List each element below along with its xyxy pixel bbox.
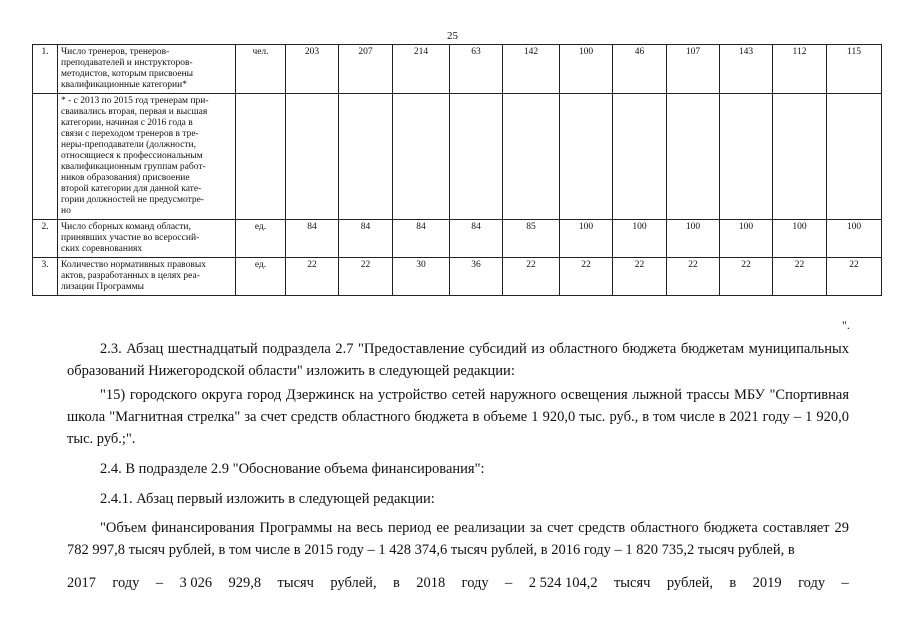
paragraph-2-3: 2.3. Абзац шестнадцатый подраздела 2.7 "Предоставление субсидий из областного бюджета бюджетам муниципальных образований Нижегородской области" изложить в следующей редакции:: [67, 341, 849, 379]
indicator-name-line: но: [61, 206, 71, 216]
closing-quote: ".: [842, 318, 850, 332]
value-cell: 100: [613, 220, 667, 258]
indicator-name: [58, 258, 236, 296]
value-cell: 22: [720, 258, 773, 296]
value-cell: 84: [339, 220, 393, 258]
word: тысяч: [277, 575, 314, 591]
value-cell: 46: [613, 45, 667, 94]
value-cell: 100: [560, 45, 613, 94]
indicator-name-line: категории, начиная с 2016 года в: [61, 118, 193, 128]
indicator-name-line: квалификационные категории*: [61, 80, 187, 90]
value-cell: [393, 94, 450, 220]
indicator-name-line: сваивались вторая, первая и высшая: [61, 107, 208, 117]
indicator-name-line: принявших участие во всероссий-: [61, 233, 200, 243]
value-cell: 203: [286, 45, 339, 94]
indicator-name-line: ских соревнованиях: [61, 244, 143, 254]
paragraph-2-4: 2.4. В подразделе 2.9 "Обоснование объема финансирования":: [100, 461, 485, 477]
word: 929,8: [228, 575, 262, 591]
value-cell: [773, 94, 827, 220]
word: в: [729, 575, 737, 591]
indicator-name-line: Число сборных команд области,: [61, 222, 191, 232]
row-number: 1.: [33, 45, 58, 94]
indicator-name-line: второй категории для данной кате-: [61, 184, 202, 194]
value-cell: 63: [450, 45, 503, 94]
word: 2019: [752, 575, 782, 591]
value-cell: [286, 94, 339, 220]
word: в: [392, 575, 400, 591]
paragraph-financing: "Объем финансирования Программы на весь период ее реализации за счет средств областного бюджета составляет 29 782 997,8 тысяч рублей, в том числе в 2015 году – 1 428 374,6 тысяч рублей, в 2016 году – 1 820 735,2 тысяч рублей, в: [67, 520, 849, 558]
value-cell: [503, 94, 560, 220]
indicator-name-line: неры-преподаватели (должности,: [61, 140, 196, 150]
word: рублей,: [666, 575, 714, 591]
value-cell: [720, 94, 773, 220]
row-number: 2.: [33, 220, 58, 258]
unit-cell: ед.: [236, 258, 286, 296]
word: году: [112, 575, 140, 591]
value-cell: 100: [720, 220, 773, 258]
value-cell: 22: [560, 258, 613, 296]
value-cell: 214: [393, 45, 450, 94]
value-cell: 143: [720, 45, 773, 94]
word: –: [155, 575, 164, 591]
indicator-name-line: Количество нормативных правовых: [61, 260, 206, 270]
indicator-name-line: связи с переходом тренеров в тре-: [61, 129, 199, 139]
indicators-table: [32, 44, 882, 296]
value-cell: 142: [503, 45, 560, 94]
unit-cell: чел.: [236, 45, 286, 94]
value-cell: 100: [560, 220, 613, 258]
value-cell: 112: [773, 45, 827, 94]
page-number: 25: [447, 30, 458, 42]
word: году: [798, 575, 826, 591]
table-row: [33, 45, 882, 94]
value-cell: 100: [827, 220, 882, 258]
value-cell: 207: [339, 45, 393, 94]
table-row: [33, 94, 882, 220]
indicator-name-line: лизации Программы: [61, 282, 145, 292]
paragraph-15: "15) городского округа город Дзержинск на устройство сетей наружного освещения лыжной трассы МБУ "Спортивная школа "Магнитная стрелка" за счет средств областного бюджета в объеме 1 920,0 тыс. руб., в том числе в 2021 году – 1 920,0 тыс. руб.;".: [67, 387, 849, 447]
value-cell: [613, 94, 667, 220]
indicator-name-line: ников образования) присвоение: [61, 173, 190, 183]
table-row: [33, 258, 882, 296]
word: 3 026: [179, 575, 213, 591]
word: –: [841, 575, 849, 591]
value-cell: 115: [827, 45, 882, 94]
value-cell: [560, 94, 613, 220]
indicator-name-line: гории должностей не предусмотре-: [61, 195, 205, 205]
indicator-name-line: * - с 2013 по 2015 год тренерам при-: [61, 96, 209, 106]
value-cell: 36: [450, 258, 503, 296]
row-number: 3.: [33, 258, 58, 296]
word: 2 524 104,2: [528, 575, 598, 591]
value-cell: 100: [773, 220, 827, 258]
word: тысяч: [613, 575, 651, 591]
row-number: [33, 94, 58, 220]
value-cell: [667, 94, 720, 220]
word: рублей,: [330, 575, 377, 591]
value-cell: 22: [773, 258, 827, 296]
value-cell: [339, 94, 393, 220]
value-cell: 30: [393, 258, 450, 296]
value-cell: 100: [667, 220, 720, 258]
paragraph-financing-continued: [67, 575, 849, 592]
indicator-name-line: актов, разработанных в целях реа-: [61, 271, 200, 281]
value-cell: 22: [613, 258, 667, 296]
word: 2018: [416, 575, 446, 591]
table-row: [33, 220, 882, 258]
value-cell: 22: [827, 258, 882, 296]
indicator-name-line: Число тренеров, тренеров-: [61, 47, 170, 57]
value-cell: [827, 94, 882, 220]
value-cell: [450, 94, 503, 220]
indicator-name: [58, 220, 236, 258]
unit-cell: ед.: [236, 220, 286, 258]
value-cell: 84: [393, 220, 450, 258]
indicator-name-line: квалификационным группам работ-: [61, 162, 206, 172]
indicator-name: [58, 94, 236, 220]
indicator-name-line: относящиеся к профессиональным: [61, 151, 203, 161]
value-cell: 84: [450, 220, 503, 258]
value-cell: 22: [503, 258, 560, 296]
unit-cell: [236, 94, 286, 220]
word: –: [505, 575, 513, 591]
value-cell: 85: [503, 220, 560, 258]
value-cell: 84: [286, 220, 339, 258]
indicator-name-line: преподавателей и инструкторов-: [61, 58, 193, 68]
indicator-name-line: методистов, которым присвоены: [61, 69, 194, 79]
word: году: [461, 575, 489, 591]
indicator-name: [58, 45, 236, 94]
value-cell: 22: [339, 258, 393, 296]
word: 2017: [67, 575, 96, 591]
paragraph-2-4-1: 2.4.1. Абзац первый изложить в следующей редакции:: [100, 491, 435, 507]
value-cell: 107: [667, 45, 720, 94]
value-cell: 22: [667, 258, 720, 296]
value-cell: 22: [286, 258, 339, 296]
